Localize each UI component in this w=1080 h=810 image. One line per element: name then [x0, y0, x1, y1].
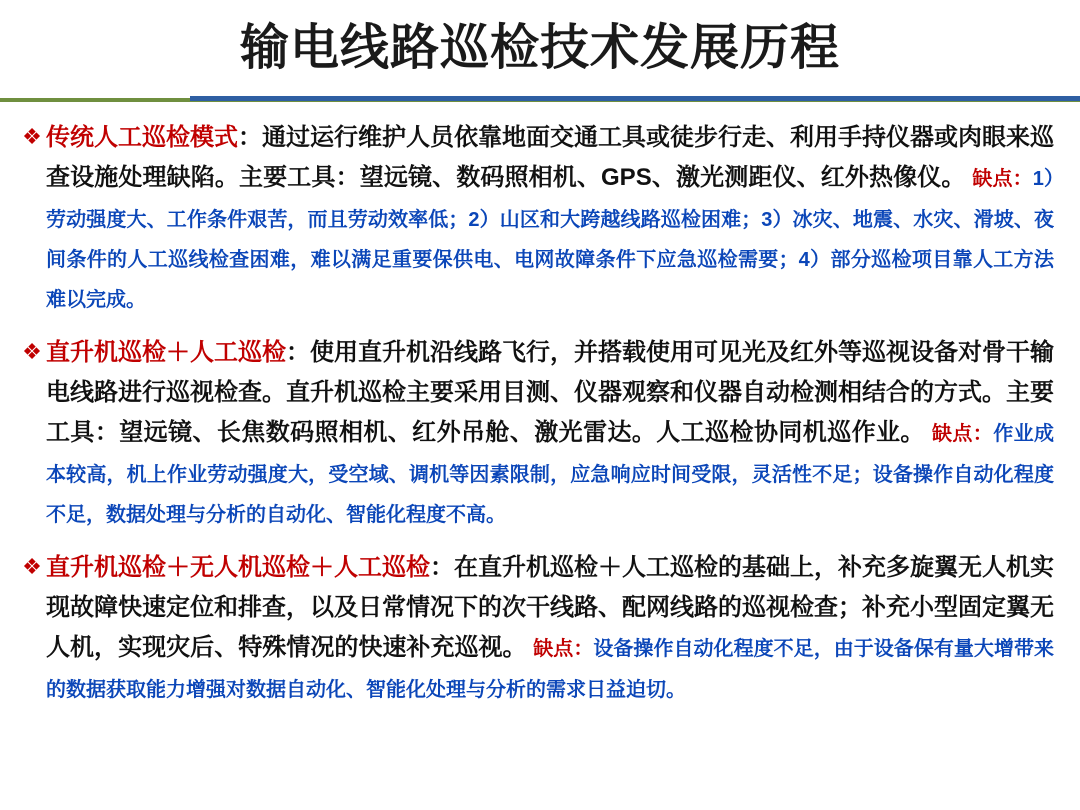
title-area — [0, 0, 1080, 96]
flaw-label: 缺点： — [972, 168, 1033, 190]
bullet-diamond-icon: ❖ — [22, 340, 42, 365]
bullet-colon: ： — [286, 339, 310, 366]
bullet-lead: 直升机巡检＋无人机巡检＋人工巡检 — [46, 554, 430, 581]
flaw-text: 作业成本较高，机上作业劳动强度大，受空域、调机等因素限制，应急响应时间受限，灵活性不足；设备操作自动化程度不足，数据处理与分析的自动化、智能化程度不高。 — [46, 423, 1055, 526]
list-item — [18, 333, 1054, 534]
bullet-colon: ： — [238, 124, 262, 151]
bullet-main-text: 在直升机巡检＋人工巡检的基础上，补充多旋翼无人机实现故障快速定位和排查，以及日常情况下的次干线路、配网线路的巡视检查；补充小型固定翼无人机，实现灾后、特殊情况的快速补充巡视。 — [46, 554, 1054, 661]
flaw-label: 缺点： — [533, 638, 594, 660]
divider-blue-line — [190, 96, 1080, 101]
list-item — [18, 118, 1054, 319]
bullet-colon: ： — [430, 554, 454, 581]
bullet-diamond-icon: ❖ — [22, 555, 42, 580]
bullet-text — [46, 333, 1054, 534]
bullet-text — [46, 118, 1054, 319]
bullet-main-text: 使用直升机沿线路飞行，并搭载使用可见光及红外等巡视设备对骨干输电线路进行巡视检查。直升机巡检主要采用目测、仪器观察和仪器自动检测相结合的方式。主要工具：望远镜、长焦数码照相机、红外吊舱、激光雷达。人工巡检协同机巡作业。 — [46, 339, 1054, 446]
bullet-main-text: 通过运行维护人员依靠地面交通工具或徒步行走、利用手持仪器或肉眼来巡查设施处理缺陷。主要工具：望远镜、数码照相机、GPS、激光测距仪、红外热像仪。 — [46, 124, 1054, 191]
flaw-label: 缺点： — [931, 423, 994, 445]
bullet-text — [46, 548, 1054, 709]
bullet-diamond-icon: ❖ — [22, 125, 42, 150]
bullet-lead: 直升机巡检＋人工巡检 — [46, 339, 286, 366]
page-title: 输电线路巡检技术发展历程 — [239, 20, 840, 75]
flaw-text: 1）劳动强度大、工作条件艰苦，而且劳动效率低；2）山区和大跨越线路巡检困难；3）冰灾、地震、水灾、滑坡、夜间条件的人工巡线检查困难，难以满足重要保供电、电网故障条件下应急巡检需要；4）部分巡检项目靠人工方法难以完成。 — [46, 168, 1055, 311]
content-body — [0, 106, 1080, 709]
title-divider — [0, 96, 1080, 106]
bullet-lead: 传统人工巡检模式 — [46, 124, 238, 151]
list-item — [18, 548, 1054, 709]
flaw-text: 设备操作自动化程度不足，由于设备保有量大增带来的数据获取能力增强对数据自动化、智能化处理与分析的需求日益迫切。 — [46, 638, 1055, 701]
